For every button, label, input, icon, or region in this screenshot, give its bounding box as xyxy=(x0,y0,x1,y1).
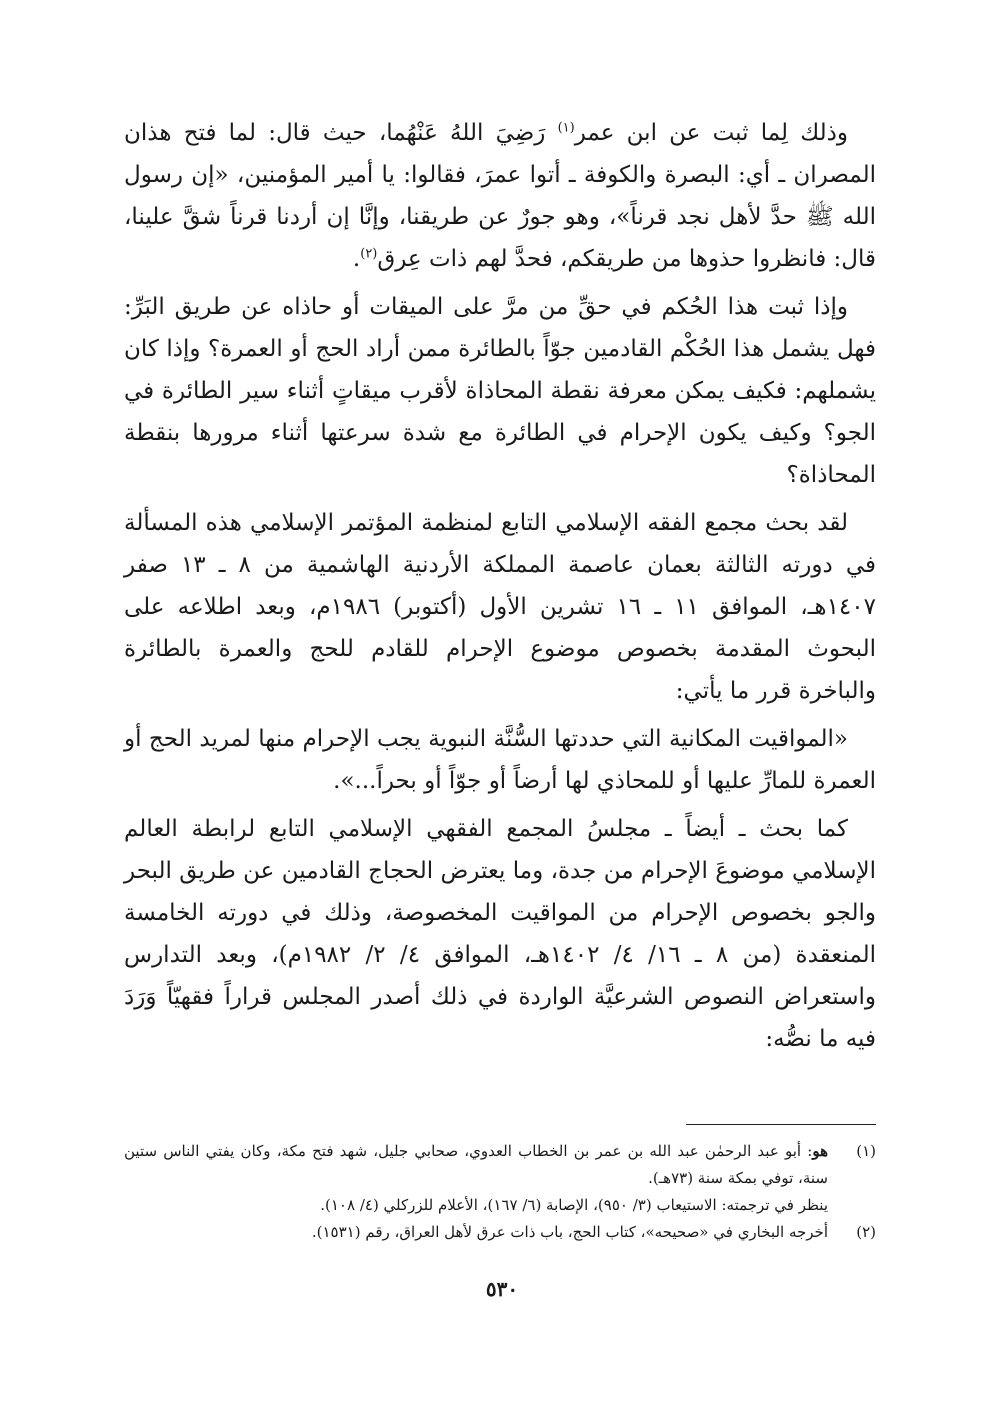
footnote-1 xyxy=(124,1138,876,1219)
paragraph-3: لقد بحث مجمع الفقه الإسلامي التابع لمنظمة المؤتمر الإسلامي هذه المسألة في دورته الثالثة بعمان عاصمة المملكة الأردنية الهاشمية من ٨ ـ ١٣ صفر ١٤٠٧هـ، الموافق ١١ ـ ١٦ تشرين الأول (أكتوبر) ١٩٨٦م، وبعد اطلاعه على البحوث المقدمة بخصوص موضوع الإحرام للقادم للحج والعمرة بالطائرة والباخرة قرر ما يأتي: xyxy=(124,510,876,704)
footnote-number: (٢) xyxy=(856,1223,876,1241)
footnote-ref: (١) xyxy=(557,120,575,136)
footnote-number: (١) xyxy=(856,1142,876,1160)
page-number: ٥٣٠ xyxy=(485,1277,519,1301)
footnote-2 xyxy=(124,1219,876,1246)
footnote-text: أخرجه البخاري في «صحيحه»، كتاب الحج، باب ذات عرق لأهل العراق، رقم (١٥٣١). xyxy=(311,1223,828,1241)
paragraph-1 xyxy=(124,112,876,280)
paragraph-text: رَضِيَ اللهُ عَنْهُما، حيث قال: لما فتح هذان المصران ـ أي: البصرة والكوفة ـ أتوا عمرَ، فقالوا: يا أمير المؤمنين، «إن رسول الله ﷺ حدَّ لأهل نجد قرناً»، وهو جورٌ عن طريقنا، وإنَّا إن أردنا قرناً شقَّ علينا، قال: فانظروا حذوها من طريقكم، فحدَّ لهم ذات عِرق xyxy=(124,120,876,272)
footnotes xyxy=(124,1138,876,1246)
footnote-body xyxy=(124,1138,828,1219)
footnote-bold-term: هو xyxy=(812,1142,828,1160)
main-text xyxy=(124,112,876,1060)
page-body xyxy=(124,112,876,1066)
footnote-divider xyxy=(686,1124,876,1125)
paragraph-2: وإذا ثبت هذا الحُكم في حقِّ من مرَّ على الميقات أو حاذاه عن طريق البَرِّ: فهل يشمل هذا الحُكْم القادمين جوّاً بالطائرة ممن أراد الحج أو العمرة؟ وإذا كان يشملهم: فكيف يمكن معرفة نقطة المحاذاة لأقرب ميقاتٍ أثناء سير الطائرة في الجو؟ وكيف يكون الإحرام في الطائرة مع شدة سرعتها أثناء مرورها بنقطة المحاذاة؟ xyxy=(124,294,876,488)
paragraph-4-quote: «المواقيت المكانية التي حددتها السُّنَّة النبوية يجب الإحرام منها لمريد الحج أو العمرة للمارِّ عليها أو للمحاذي لها أرضاً أو جوّاً أو بحراً...». xyxy=(124,726,876,794)
footnote-extra: ينظر في ترجمته: الاستيعاب (٣/ ٩٥٠)، الإصابة (٦/ ١٦٧)، الأعلام للزركلي (٤/ ١٠٨). xyxy=(320,1196,828,1214)
paragraph-text: وذلك لِما ثبت عن ابن عمر xyxy=(574,120,848,146)
footnote-ref: (٢) xyxy=(360,246,378,262)
paragraph-5: كما بحث ـ أيضاً ـ مجلسُ المجمع الفقهي الإسلامي التابع لرابطة العالم الإسلامي موضوعَ الإحرام من جدة، وما يعترض الحجاج القادمين عن طريق البحر والجو بخصوص الإحرام من المواقيت المخصوصة، وذلك في دورته الخامسة المنعقدة (من ٨ ـ ١٦/ ٤/ ١٤٠٢هـ، الموافق ٤/ ٢/ ١٩٨٢م)، وبعد التدارس واستعراض النصوص الشرعيَّة الواردة في ذلك أصدر المجلس قراراً فقهيّاً وَرَدَ فيه ما نصُّه: xyxy=(124,816,877,1052)
paragraph-text: . xyxy=(352,246,361,272)
footnote-text: : أبو عبد الرحمٰن عبد الله بن عمر بن الخطاب العدوي، صحابي جليل، شهد فتح مكة، وكان يفتي الناس ستين سنة، توفي بمكة سنة (٧٣هـ). xyxy=(124,1142,828,1187)
footnote-body xyxy=(124,1219,828,1246)
